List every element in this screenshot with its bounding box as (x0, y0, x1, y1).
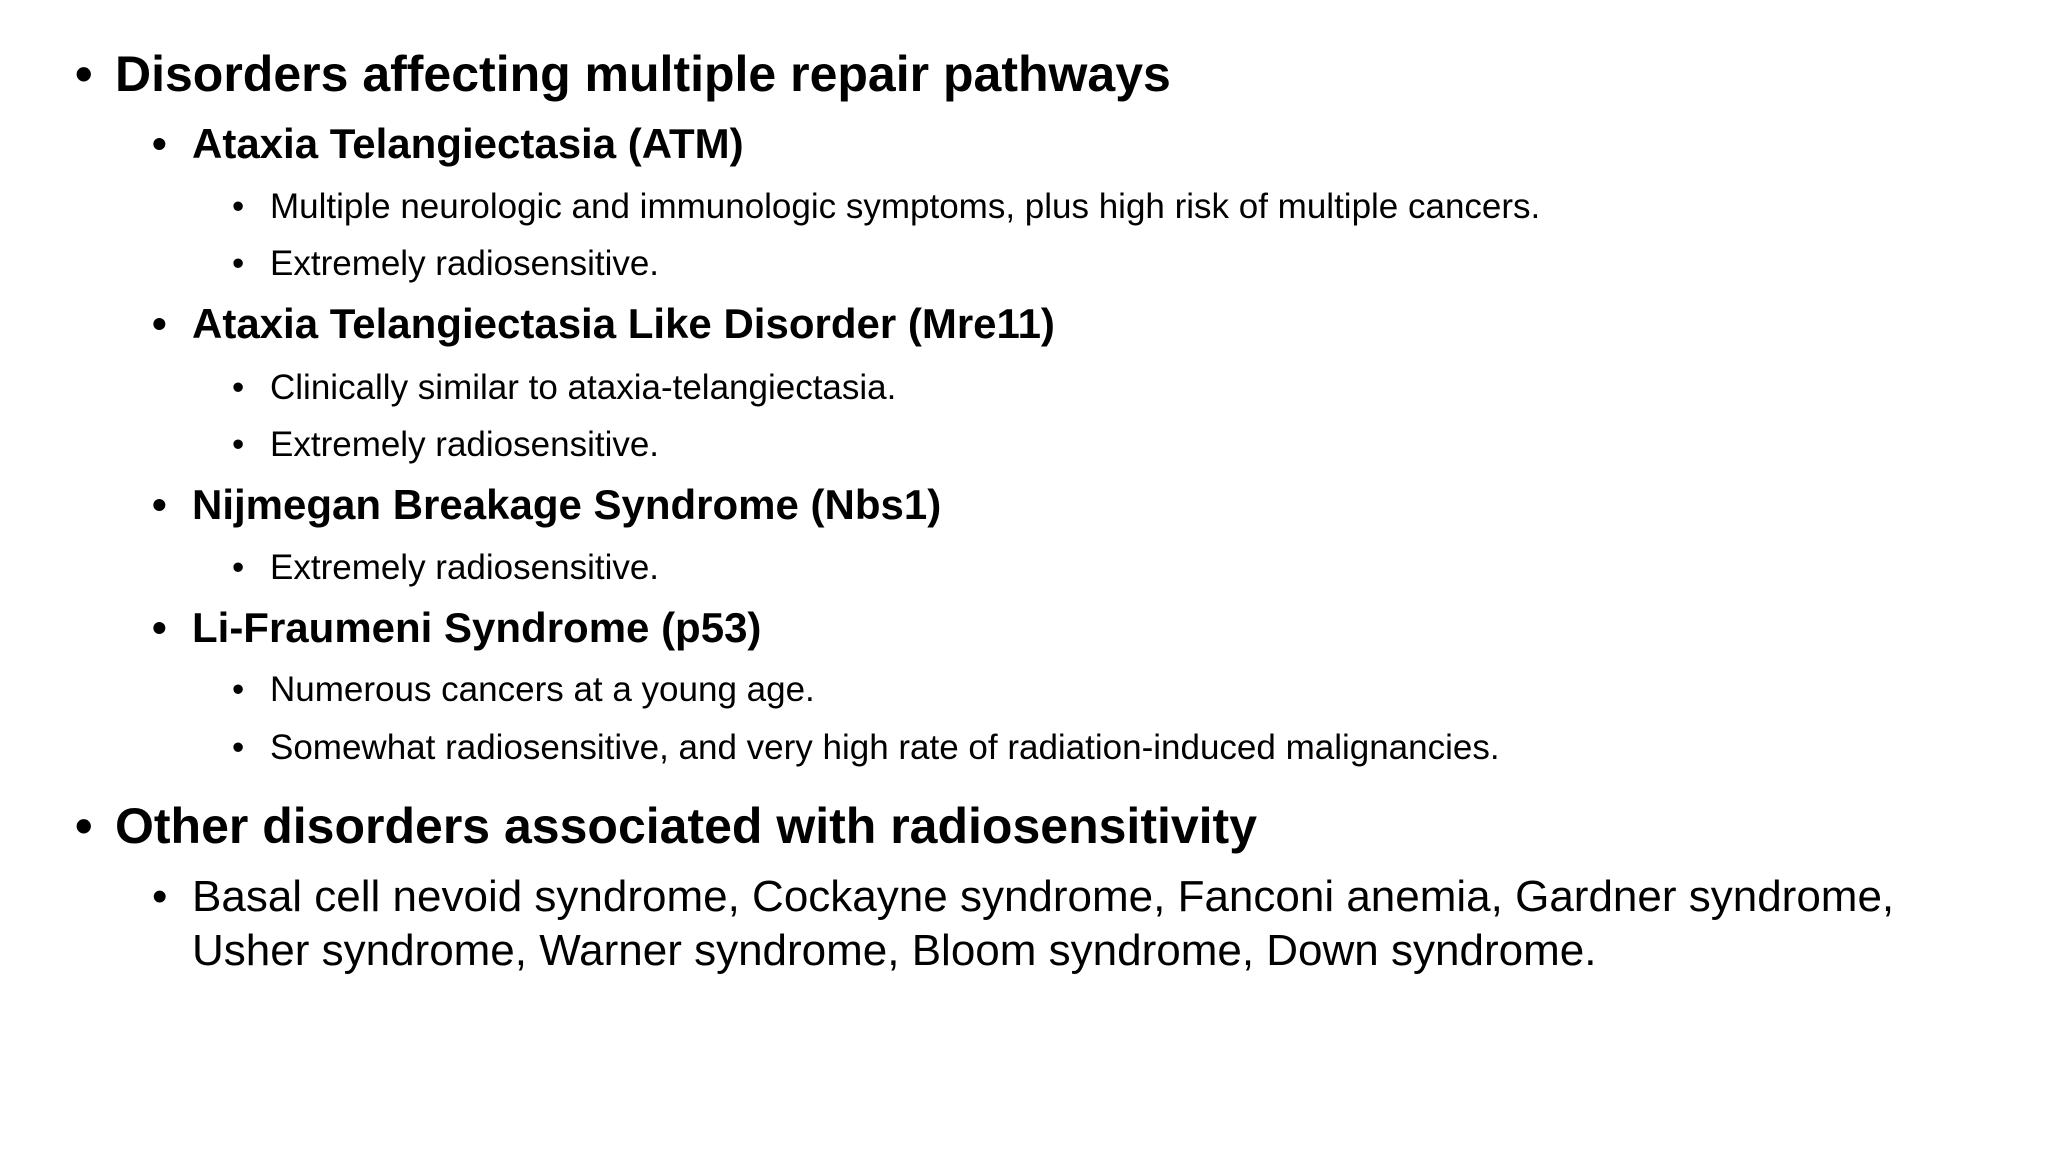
disorder-title-text: Nijmegan Breakage Syndrome (Nbs1) (192, 481, 942, 528)
bullet: • (232, 728, 245, 767)
disorder-point-text: Extremely radiosensitive. (270, 548, 660, 587)
disorder-point-text: Somewhat radiosensitive, and very high rate of radiation-induced malignancies. (270, 728, 1500, 767)
bullet: • (232, 244, 245, 283)
disorder-title-mre11 (152, 298, 1055, 350)
disorder-point (232, 668, 815, 712)
disorder-title-text: Ataxia Telangiectasia (ATM) (192, 120, 744, 167)
bullet: • (152, 604, 167, 651)
section2-heading-text: Other disorders associated with radiosensitivity (115, 798, 1258, 854)
bullet: • (152, 300, 167, 347)
disorder-point (232, 726, 1500, 770)
bullet: • (232, 425, 245, 464)
section1-heading-text: Disorders affecting multiple repair pathways (115, 46, 1171, 102)
disorder-point-text: Clinically similar to ataxia-telangiectasia. (270, 368, 897, 407)
disorder-point-text: Extremely radiosensitive. (270, 244, 660, 283)
disorder-point-text: Multiple neurologic and immunologic symptoms, plus high risk of multiple cancers. (270, 187, 1541, 226)
disorder-title-nbs1 (152, 479, 942, 531)
section2-heading (75, 796, 1258, 856)
disorder-point (232, 366, 897, 410)
disorder-title-text: Ataxia Telangiectasia Like Disorder (Mre11) (192, 300, 1055, 347)
disorder-point-text: Extremely radiosensitive. (270, 425, 660, 464)
disorder-point (232, 423, 660, 467)
bullet: • (232, 548, 245, 587)
bullet: • (152, 120, 167, 167)
disorder-title-atm (152, 118, 744, 170)
disorder-point (232, 242, 660, 286)
section1-heading (75, 44, 1171, 104)
disorder-point (232, 185, 1541, 229)
disorder-point (232, 546, 660, 590)
disorder-title-p53 (152, 602, 762, 654)
bullet: • (232, 187, 245, 226)
bullet: • (232, 670, 245, 709)
bullet: • (75, 798, 93, 854)
bullet: • (152, 481, 167, 528)
disorder-title-text: Li-Fraumeni Syndrome (p53) (192, 604, 762, 651)
bullet: • (152, 872, 168, 921)
bullet: • (232, 368, 245, 407)
other-disorders-list (152, 870, 2022, 978)
disorder-point-text: Numerous cancers at a young age. (270, 670, 815, 709)
other-disorders-text: Basal cell nevoid syndrome, Cockayne syndrome, Fanconi anemia, Gardner syndrome, Usher syndrome, Warner syndrome, Bloom syndrome, Down syndrome. (192, 872, 1895, 975)
bullet: • (75, 46, 93, 102)
